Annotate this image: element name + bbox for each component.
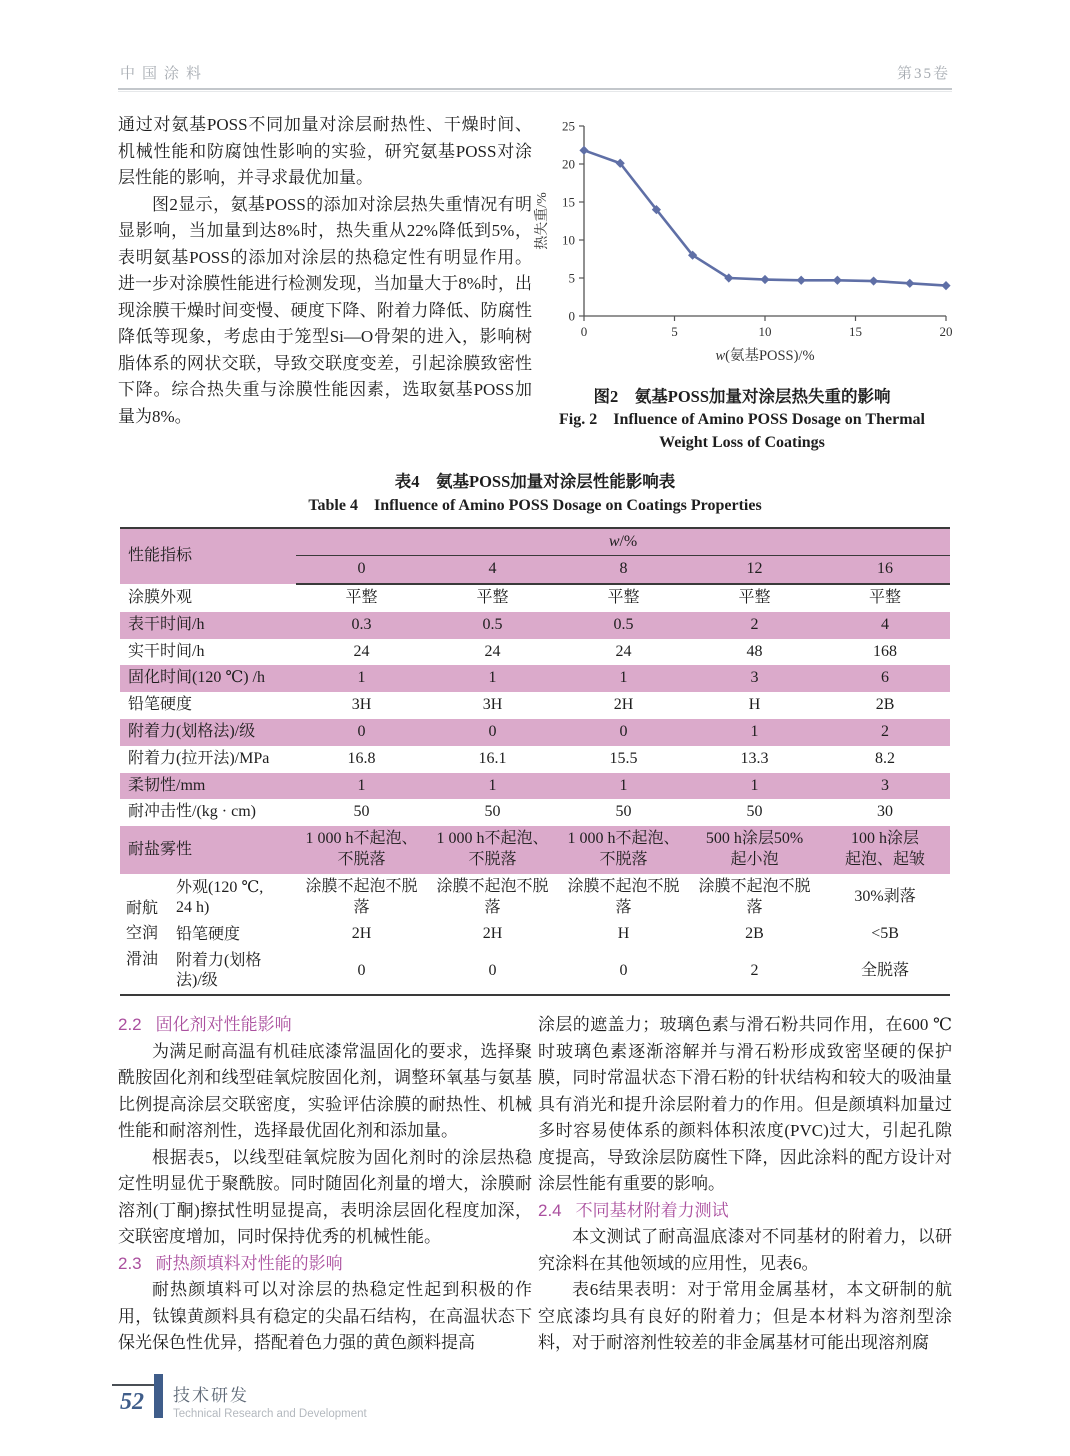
page-footer <box>112 1381 1070 1420</box>
table-cell: 50 <box>353 803 370 821</box>
table-cell: <5B <box>871 925 899 943</box>
table-cell: 8.2 <box>875 749 896 767</box>
footer-section-en: Technical Research and Development <box>173 1407 367 1420</box>
section-title: 固化剂对性能影响 <box>155 1015 292 1035</box>
footer-section-cn: 技术研发 <box>173 1385 249 1405</box>
data-point-marker <box>579 146 588 155</box>
table-row-label: 柔韧性/mm <box>120 773 296 800</box>
y-tick-label: 20 <box>562 156 575 172</box>
table-cell: 1 000 h不起泡、 不脱落 <box>558 826 689 874</box>
table-cell: 2 <box>689 612 820 639</box>
top-section <box>0 112 1070 454</box>
table-cell: 168 <box>873 642 898 660</box>
table-cell: 0 <box>427 719 558 746</box>
bottom-section <box>0 1012 1070 1357</box>
table-row-label: 涂膜外观 <box>128 588 193 606</box>
intro-text-column <box>118 112 532 454</box>
table-cell: 48 <box>746 642 763 660</box>
table-cell: 1 <box>427 773 558 800</box>
table-cell: 24 <box>484 642 501 660</box>
table-header-col1: 性能指标 <box>120 528 296 585</box>
table-cell: 1 <box>558 773 689 800</box>
table-cell: 0 <box>488 961 497 979</box>
table-cell: 1 <box>689 773 820 800</box>
data-point-marker <box>760 275 769 284</box>
figure-caption-en-line2: Weight Loss of Coatings <box>659 433 825 451</box>
table-row <box>120 692 950 719</box>
x-tick-label: 10 <box>758 324 772 339</box>
running-header <box>0 62 1070 83</box>
table-header-dosage: 12 <box>689 556 820 584</box>
table-cell: 平整 <box>607 589 640 607</box>
paragraph: 通过对氨基POSS不同加量对涂层耐热性、干燥时间、机械性能和防腐蚀性影响的实验，研究氨基POSS对涂层性能的影响，并寻求最优加量。 <box>118 115 532 187</box>
bottom-right-column <box>538 1012 952 1357</box>
table-cell: H <box>748 696 761 714</box>
footer-bar <box>154 1374 163 1418</box>
journal-name: 中国涂料 <box>120 66 209 82</box>
table-cell: 涂膜不起泡不脱落 <box>305 877 418 916</box>
table-cell: 2 <box>750 961 759 979</box>
table-cell: 500 h涂层50% 起小泡 <box>689 826 820 874</box>
table-cell: 1 <box>689 719 820 746</box>
table-cell: 0 <box>296 719 427 746</box>
data-line <box>584 150 946 285</box>
figure-caption-en-line1: Fig. 2 Influence of Amino POSS Dosage on Thermal <box>559 410 925 428</box>
table-cell: 2 <box>820 719 950 746</box>
figure-2-block <box>532 112 952 454</box>
table-title-en: Table 4 Influence of Amino POSS Dosage on Coatings Properties <box>308 496 762 514</box>
properties-table <box>120 527 950 997</box>
section-heading-2-2 <box>118 1012 532 1039</box>
y-tick-label: 25 <box>562 118 575 134</box>
table-row <box>120 612 950 639</box>
table-cell: 2B <box>875 696 895 714</box>
table-header-dosage: 0 <box>296 556 427 584</box>
table-4-wrap <box>0 527 1070 997</box>
thermal-loss-chart <box>532 112 960 370</box>
table-cell: 15.5 <box>609 749 638 767</box>
table-row-label: 附着力(划格 法)/级 <box>176 952 262 990</box>
table-cell: 2H <box>351 925 372 943</box>
table-cell: 涂膜不起泡不脱落 <box>698 877 811 916</box>
table-cell: 1 <box>558 665 689 692</box>
table-row <box>120 874 950 922</box>
paragraph: 耐热颜填料可以对涂层的热稳定性起到积极的作用，钛镍黄颜料具有稳定的尖晶石结构，在高温状态下保光保色性优异，搭配着色力强的黄色颜料提高 <box>118 1280 532 1353</box>
table-cell: 平整 <box>869 589 902 607</box>
y-tick-label: 5 <box>568 270 575 286</box>
y-axis-label: 热失重/% <box>535 192 550 250</box>
section-title: 不同基材附着力测试 <box>575 1200 729 1220</box>
section-heading-2-4 <box>538 1198 952 1225</box>
table-row-label: 固化时间(120 ℃) /h <box>120 665 296 692</box>
table-cell: 50 <box>484 803 501 821</box>
table-cell: 3 <box>689 665 820 692</box>
data-point-marker <box>833 276 842 285</box>
data-point-marker <box>869 276 878 285</box>
section-number: 2.4 <box>538 1200 562 1220</box>
table-row <box>120 665 950 692</box>
table-cell: 平整 <box>476 589 509 607</box>
table-row <box>120 826 950 874</box>
table-cell: 2H <box>482 925 503 943</box>
table-cell: H <box>617 925 630 943</box>
figure-2-caption <box>532 385 952 454</box>
data-point-marker <box>905 279 914 288</box>
table-row <box>120 773 950 800</box>
y-tick-label: 10 <box>562 232 575 248</box>
page-number-block <box>112 1384 160 1416</box>
table-cell: 16.1 <box>478 749 507 767</box>
x-tick-label: 20 <box>939 324 953 339</box>
table-row <box>120 639 950 666</box>
table-cell: 2B <box>745 925 764 943</box>
table-cell: 24 <box>615 642 632 660</box>
table-cell: 30 <box>877 803 894 821</box>
table-cell: 16.8 <box>347 749 376 767</box>
table-cell: 3H <box>351 696 372 714</box>
section-title: 耐热颜填料对性能的影响 <box>155 1253 343 1273</box>
paragraph: 根据表5，以线型硅氧烷胺为固化剂时的涂层热稳定性明显优于聚酰胺。同时随固化剂量的增大，涂膜耐溶剂(丁酮)擦拭性明显提高，表明涂层固化程度加深，交联密度增加，同时保持优秀的机械性能。 <box>118 1147 532 1247</box>
x-tick-label: 0 <box>580 324 588 339</box>
table-cell: 0.5 <box>427 612 558 639</box>
table-row-label: 耐盐雾性 <box>120 826 296 874</box>
table-cell: 4 <box>820 612 950 639</box>
table-cell: 0.5 <box>558 612 689 639</box>
table-cell: 1 <box>296 665 427 692</box>
table-cell: 50 <box>746 803 763 821</box>
data-point-marker <box>797 276 806 285</box>
table-header-group: w/% <box>296 528 950 556</box>
table-cell: 50 <box>615 803 632 821</box>
paragraph: 表6结果表明：对于常用金属基材，本文研制的航空底漆均具有良好的附着力；但是本材料为溶剂型涂料，对于耐溶剂性较差的非金属基材可能出现溶剂腐 <box>538 1280 952 1353</box>
table-row <box>120 719 950 746</box>
section-heading-2-3 <box>118 1251 532 1278</box>
table-row-label: 铅笔硬度 <box>128 696 193 714</box>
paragraph: 为满足耐高温有机硅底漆常温固化的要求，选择聚酰胺固化剂和线型硅氧烷胺固化剂，调整环氧基与氨基比例提高涂层交联密度，实验评估涂膜的耐热性、机械性能和耐溶剂性，选择最优固化剂和添加量。 <box>118 1041 532 1141</box>
table-cell: 1 <box>296 773 427 800</box>
table-cell: 0 <box>357 961 366 979</box>
x-tick-label: 5 <box>671 324 678 339</box>
paragraph: 本文测试了耐高温底漆对不同基材的附着力，以研究涂料在其他领域的应用性，见表6。 <box>538 1227 952 1273</box>
section-number: 2.2 <box>118 1015 142 1035</box>
table-header-dosage: 16 <box>820 556 950 584</box>
table-row-label: 铅笔硬度 <box>176 925 241 943</box>
table-cell: 0 <box>619 961 628 979</box>
table-row-label: 耐冲击性/(kg · cm) <box>128 803 256 821</box>
footer-section-label <box>173 1381 367 1420</box>
bottom-left-column <box>118 1012 532 1357</box>
table-header-dosage: 4 <box>427 556 558 584</box>
table-cell: 涂膜不起泡不脱落 <box>567 877 680 916</box>
table-cell: 13.3 <box>740 749 769 767</box>
y-tick-label: 15 <box>562 194 575 210</box>
table-cell: 涂膜不起泡不脱落 <box>436 877 549 916</box>
table-cell: 平整 <box>738 589 771 607</box>
x-tick-label: 15 <box>849 324 862 339</box>
table-cell: 1 000 h不起泡、 不脱落 <box>296 826 427 874</box>
table-cell: 6 <box>820 665 950 692</box>
table-cell: 1 <box>427 665 558 692</box>
table-cell: 3 <box>820 773 950 800</box>
table-cell: 3H <box>482 696 503 714</box>
table-cell: 30%剥落 <box>854 888 916 906</box>
table-row-label: 表干时间/h <box>120 612 296 639</box>
x-axis-label: w(氨基POSS)/% <box>715 348 815 364</box>
paragraph: 涂层的遮盖力；玻璃色素与滑石粉共同作用，在600 ℃时玻璃色素逐渐溶解并与滑石粉形成致密坚硬的保护膜，同时常温状态下滑石粉的针状结构和较大的吸油量具有消光和提升涂层附着力的作用。但是颜填料加量过多时容易使体系的颜料体积浓度(PVC)过大，引起孔隙度提高，导致涂层防腐性下降，因此涂料的配方设计对涂层性能有重要的影响。 <box>538 1015 952 1194</box>
table-cell: 2H <box>613 696 634 714</box>
table-cell: 1 000 h不起泡、 不脱落 <box>427 826 558 874</box>
table-cell: 0.3 <box>296 612 427 639</box>
table-title-cn: 表4 氨基POSS加量对涂层性能影响表 <box>394 471 676 491</box>
table-header-dosage: 8 <box>558 556 689 584</box>
table-row <box>120 921 950 948</box>
table-row-label: 附着力(划格法)/级 <box>120 719 296 746</box>
table-row-label: 附着力(拉开法)/MPa <box>128 749 270 767</box>
table-cell: 24 <box>353 642 370 660</box>
table-cell: 100 h涂层 起泡、起皱 <box>820 826 950 874</box>
figure-caption-cn: 图2 氨基POSS加量对涂层热失重的影响 <box>593 386 891 406</box>
paragraph: 图2显示，氨基POSS的添加对涂层热失重情况有明显影响，当加量到达8%时，热失重从22%降低到5%，表明氨基POSS的添加对涂层的热稳定性有明显作用。进一步对涂膜性能进行检测发现，当加量大于8%时，出现涂膜干燥时间变慢、硬度下降、附着力降低、防腐性降低等现象，考虑由于笼型Si—O骨架的进入，影响树脂体系的网状交联，导致交联度变差，引起涂膜致密性下降。综合热失重与涂膜性能因素，选取氨基POSS加量为8%。 <box>118 194 532 426</box>
table-group-label: 耐航 空润 滑油 <box>126 899 159 968</box>
table-row <box>120 528 950 556</box>
table-row-label: 外观(120 ℃, 24 h) <box>176 878 264 916</box>
y-tick-label: 0 <box>568 308 575 324</box>
volume-number: 第35卷 <box>896 66 950 82</box>
data-point-marker <box>941 281 950 290</box>
table-row <box>120 584 950 612</box>
table-cell: 全脱落 <box>861 961 910 979</box>
table-4-title <box>0 470 1070 518</box>
table-row-label: 实干时间/h <box>128 642 205 660</box>
table-row <box>120 799 950 826</box>
page-number: 52 <box>120 1389 144 1416</box>
header-rule <box>118 88 952 92</box>
section-number: 2.3 <box>118 1253 142 1273</box>
table-row <box>120 948 950 995</box>
table-cell: 平整 <box>345 589 378 607</box>
table-row <box>120 746 950 773</box>
table-cell: 0 <box>558 719 689 746</box>
